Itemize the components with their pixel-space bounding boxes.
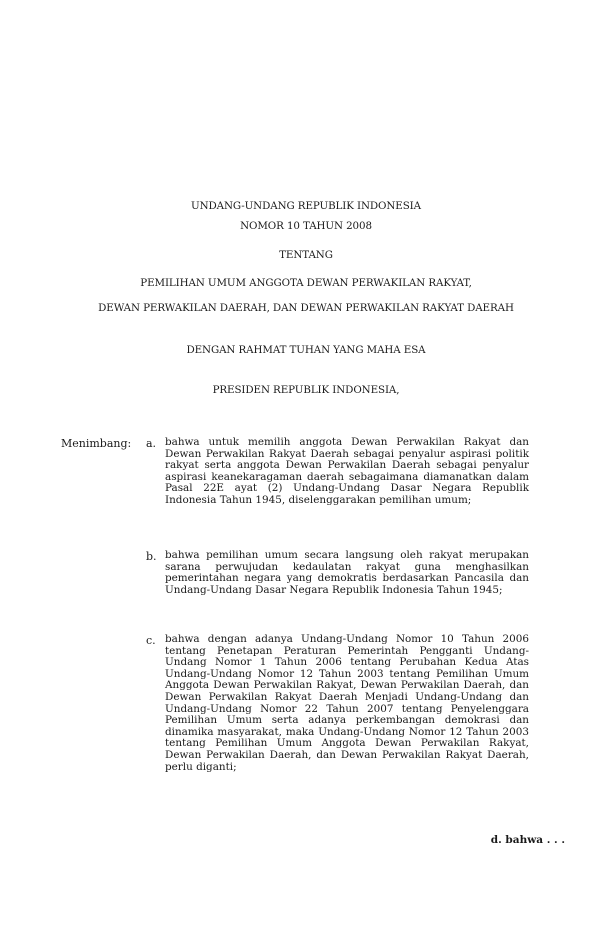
item-b-text: bahwa pemilihan umum secara langsung oleh rakyat merupakan sarana perwujudan kedaulatan rakyat guna menghasilkan pemerintahan negara yang demokratis berdasarkan Pancasila dan Undang-Undang Dasar Negara Republik Indonesia Tahun 1945; — [165, 549, 529, 596]
item-c-text: bahwa dengan adanya Undang-Undang Nomor 10 Tahun 2006 tentang Penetapan Peraturan Pemerintah Pengganti Undang-Undang Nomor 1 Tahun 2006 tentang Perubahan Kedua Atas Undang-Undang Nomor 12 Tahun 2003 tentang Pemilihan Umum Anggota Dewan Perwakilan Rakyat, Dewan Perwakilan Daerah, dan Dewan Perwakilan Rakyat Daerah Menjadi Undang-Undang dan Undang-Undang Nomor 22 Tahun 2007 tentang Penyelenggara Pemilihan Umum serta adanya perkembangan demokrasi dan dinamika masyarakat, maka Undang-Undang Nomor 12 Tahun 2003 tentang Pemilihan Umum Anggota Dewan Perwakilan Rakyat, Dewan Perwakilan Daerah, dan Dewan Perwakilan Rakyat Daerah, perlu diganti; — [165, 633, 529, 773]
item-a-text: bahwa untuk memilih anggota Dewan Perwakilan Rakyat dan Dewan Perwakilan Rakyat Daerah sebagai penyalur aspirasi politik rakyat serta anggota Dewan Perwakilan Daerah sebagai penyalur aspirasi keanekaragaman daerah sebagaimana diamanatkan dalam Pasal 22E ayat (2) Undang-Undang Dasar Negara Republik Indonesia Tahun 1945, diselenggarakan pemilihan umum; — [165, 436, 529, 506]
law-number: NOMOR 10 TAHUN 2008 — [240, 220, 372, 232]
subject-line1: PEMILIHAN UMUM ANGGOTA DEWAN PERWAKILAN RAKYAT, — [140, 277, 472, 289]
rahmat-line: DENGAN RAHMAT TUHAN YANG MAHA ESA — [186, 344, 426, 356]
subject-line2: DEWAN PERWAKILAN DAERAH, DAN DEWAN PERWAKILAN RAKYAT DAERAH — [98, 302, 514, 314]
page-catchword: d. bahwa . . . — [490, 834, 565, 846]
item-b-marker: b. — [146, 550, 157, 563]
law-title-line1: UNDANG-UNDANG REPUBLIK INDONESIA — [191, 200, 421, 212]
presiden-line: PRESIDEN REPUBLIK INDONESIA, — [212, 384, 400, 396]
item-c-marker: c. — [146, 634, 156, 647]
tentang-heading: TENTANG — [279, 249, 333, 261]
item-a-marker: a. — [146, 437, 157, 450]
menimbang-label: Menimbang: — [61, 437, 132, 450]
